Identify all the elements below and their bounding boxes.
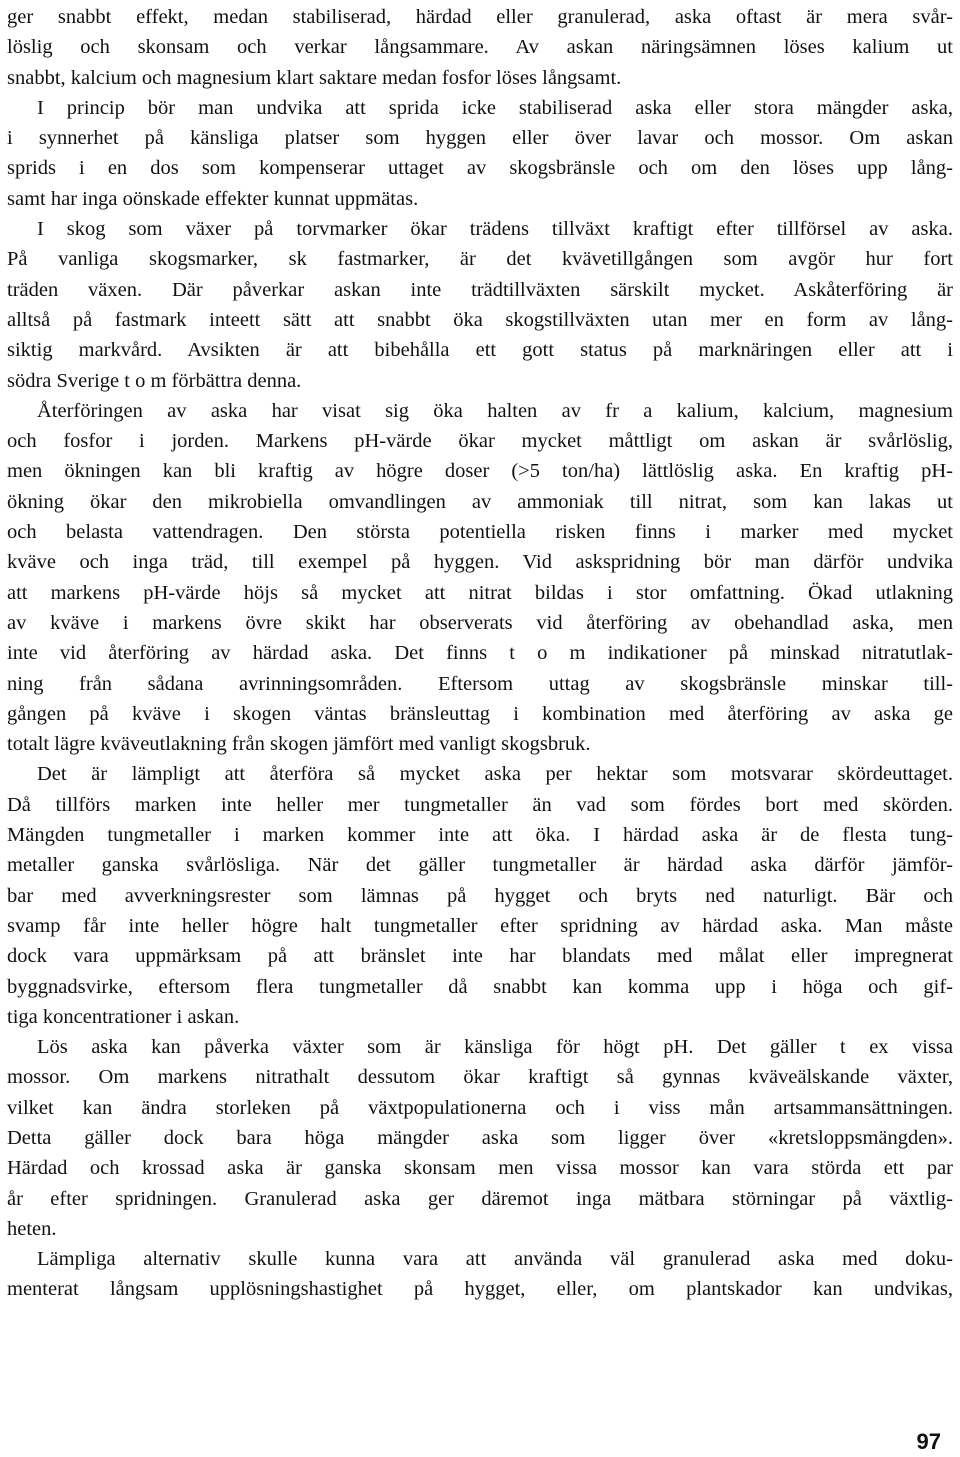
text-line: dock vara uppmärksam på att bränslet inte har blandats med målat eller impregnerat — [7, 945, 953, 968]
text-line: Lämpliga alternativ skulle kunna vara att använda väl granulerad aska med doku- — [37, 1248, 953, 1271]
text-line: samt har inga oönskade effekter kunnat uppmätas. — [7, 187, 419, 210]
body-text — [7, 2, 953, 1305]
text-line: Då tillförs marken inte heller mer tungmetaller än vad som fördes bort med skörden. — [7, 793, 953, 816]
text-line: totalt lägre kväveutlakning från skogen jämfört med vanligt skogsbruk. — [7, 733, 591, 756]
text-line: och belasta vattendragen. Den största potentiella risken finns i marker med mycket — [7, 521, 953, 544]
text-line: siktig markvård. Avsikten är att bibehålla ett gott status på marknäringen eller att i — [7, 339, 953, 362]
text-line: metaller ganska svårlösliga. När det gäller tungmetaller är härdad aska därför jämför- — [7, 854, 953, 877]
text-line: sprids i en dos som kompenserar uttaget av skogsbränsle och om den löses upp lång- — [7, 157, 953, 180]
paragraph — [7, 93, 953, 214]
text-line: i synnerhet på känsliga platser som hyggen eller över lavar och mossor. Om askan — [7, 127, 953, 150]
text-line: träden växen. Där påverkar askan inte trädtillväxten särskilt mycket. Askåterföring är — [7, 278, 953, 301]
text-line: men ökningen kan bli kraftig av högre doser (>5 ton/ha) lättlöslig aska. En kraftig pH- — [7, 460, 953, 483]
text-line: södra Sverige t o m förbättra denna. — [7, 369, 302, 392]
text-line: inte vid återföring av härdad aska. Det finns t o m indikationer på minskad nitratutlak- — [7, 642, 953, 665]
text-line: På vanliga skogsmarker, sk fastmarker, är det kvävetillgången som avgör hur fort — [7, 248, 953, 271]
text-line: ökning ökar den mikrobiella omvandlingen av ammoniak till nitrat, som kan lakas ut — [7, 490, 953, 513]
document-page — [7, 2, 953, 1452]
paragraph — [7, 1244, 953, 1305]
paragraph — [7, 1032, 953, 1244]
paragraph — [7, 396, 953, 760]
text-line: I skog som växer på torvmarker ökar trädens tillväxt kraftigt efter tillförsel av aska. — [37, 218, 953, 241]
text-line: ger snabbt effekt, medan stabiliserad, härdad eller granulerad, aska oftast är mera svår- — [7, 6, 953, 28]
text-line: byggnadsvirke, eftersom flera tungmetaller då snabbt kan komma upp i höga och gif- — [7, 975, 953, 998]
paragraph — [7, 759, 953, 1032]
text-line: I princip bör man undvika att sprida icke stabiliserad aska eller stora mängder aska, — [37, 96, 953, 119]
text-line: Det är lämpligt att återföra så mycket aska per hektar som motsvarar skördeuttaget. — [37, 763, 953, 786]
text-line: Härdad och krossad aska är ganska skonsam men vissa mossor kan vara störda ett par — [7, 1157, 953, 1180]
paragraph — [7, 2, 953, 93]
text-line: bar med avverkningsrester som lämnas på hygget och bryts ned naturligt. Bär och — [7, 884, 953, 907]
text-line: Mängden tungmetaller i marken kommer inte att öka. I härdad aska är de flesta tung- — [7, 824, 953, 847]
text-line: och fosfor i jorden. Markens pH-värde ökar mycket måttligt om askan är svårlöslig, — [7, 430, 953, 453]
text-line: att markens pH-värde höjs så mycket att nitrat bildas i stor omfattning. Ökad utlakning — [7, 581, 953, 604]
text-line: ning från sådana avrinningsområden. Eftersom uttag av skogsbränsle minskar till- — [7, 672, 953, 695]
text-line: svamp får inte heller högre halt tungmetaller efter spridning av härdad aska. Man måste — [7, 914, 953, 937]
text-line: Återföringen av aska har visat sig öka halten av fr a kalium, kalcium, magnesium — [37, 399, 953, 422]
text-line: Lös aska kan påverka växter som är känsliga för högt pH. Det gäller t ex vissa — [37, 1036, 953, 1059]
text-line: kväve och inga träd, till exempel på hyggen. Vid askspridning bör man därför undvika — [7, 551, 953, 574]
text-line: gången på kväve i skogen väntas bränsleuttag i kombination med återföring av aska ge — [7, 702, 953, 725]
text-line: Detta gäller dock bara höga mängder aska som ligger över «kretsloppsmängden». — [7, 1126, 953, 1149]
text-line: heten. — [7, 1217, 57, 1240]
text-line: vilket kan ändra storleken på växtpopulationerna och i viss mån artsammansättningen. — [7, 1096, 953, 1119]
page-number: 97 — [916, 1429, 941, 1454]
paragraph — [7, 214, 953, 396]
text-line: snabbt, kalcium och magnesium klart saktare medan fosfor löses långsamt. — [7, 66, 622, 89]
text-line: av kväve i markens övre skikt har observerats vid återföring av obehandlad aska, men — [7, 611, 953, 634]
text-line: tiga koncentrationer i askan. — [7, 1005, 240, 1028]
text-line: år efter spridningen. Granulerad aska ger däremot inga mätbara störningar på växtlig- — [7, 1187, 953, 1210]
text-line: löslig och skonsam och verkar långsammare. Av askan näringsämnen löses kalium ut — [7, 36, 953, 59]
text-line: alltså på fastmark inteett sätt att snabbt öka skogstillväxten utan mer en form av lång- — [7, 308, 953, 331]
text-line: menterat långsam upplösningshastighet på hygget, eller, om plantskador kan undvikas, — [7, 1278, 953, 1301]
text-line: mossor. Om markens nitrathalt dessutom ökar kraftigt så gynnas kväveälskande växter, — [7, 1066, 953, 1089]
